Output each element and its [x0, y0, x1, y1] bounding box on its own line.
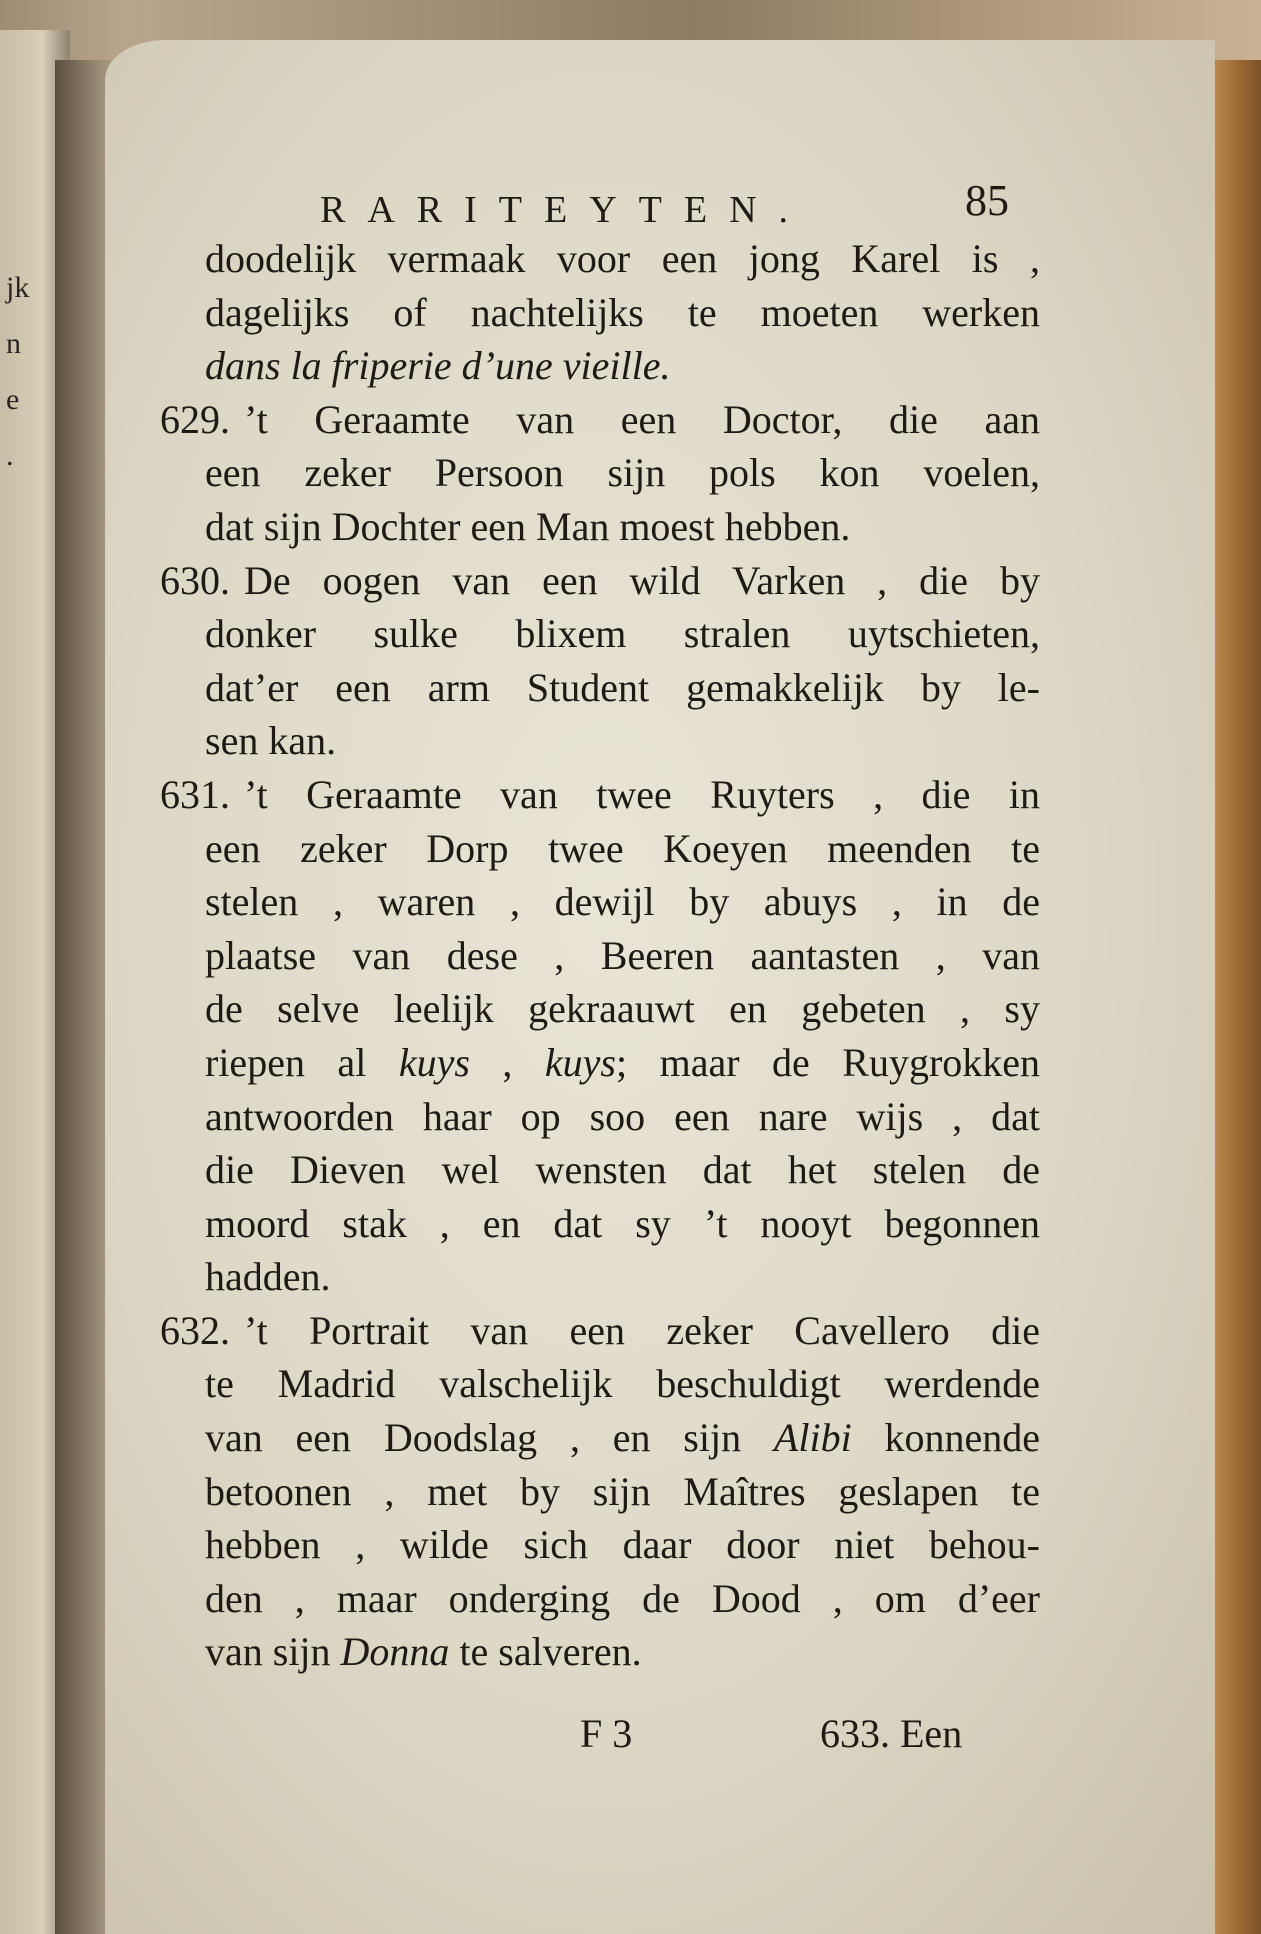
line-text: moord stak , en dat sy ’t nooyt begonnen: [205, 1200, 1040, 1246]
line-text: de selve leelijk gekraauwt en gebeten , sy: [205, 986, 1040, 1032]
text-line: [160, 1411, 1040, 1465]
line-text: donker sulke blixem stralen uytschieten,: [205, 611, 1040, 657]
text-line: [160, 1250, 1040, 1304]
line-text: hadden.: [205, 1254, 331, 1300]
line-text-italic: Alibi: [773, 1415, 852, 1461]
line-text: dat’er een arm Student gemakkelijk by le-: [205, 664, 1040, 710]
text-line: [160, 1036, 1040, 1090]
text-line: [160, 982, 1040, 1036]
line-text: riepen al: [205, 1039, 367, 1085]
line-text: die Dieven wel wensten dat het stelen de: [205, 1147, 1040, 1193]
entry-number: 631.: [160, 771, 230, 817]
text-line: [160, 1572, 1040, 1626]
line-text: De oogen van een wild Varken , die by: [244, 557, 1040, 603]
line-text: van sijn: [205, 1629, 331, 1675]
entry-629-first-line: [160, 393, 1040, 447]
text-line: [160, 339, 1040, 393]
text-line: [160, 232, 1040, 286]
line-text: stelen , waren , dewijl by abuys , in de: [205, 879, 1040, 925]
text-line: [160, 1357, 1040, 1411]
line-text: dat sijn Dochter een Man moest hebben.: [205, 503, 851, 549]
line-text-italic: kuys: [398, 1039, 470, 1085]
line-text: te Madrid valschelijk beschuldigt werdende: [205, 1361, 1040, 1407]
line-text: ’t Geraamte van een Doctor, die aan: [244, 396, 1040, 442]
line-text: ,: [502, 1039, 513, 1085]
left-edge-fragment: .: [6, 439, 14, 472]
line-text: betoonen , met by sijn Maîtres geslapen te: [205, 1468, 1040, 1514]
text-line: [160, 1465, 1040, 1519]
signature-mark: F 3: [580, 1711, 633, 1756]
page-edges: [1215, 60, 1261, 1934]
line-text: dagelijks of nachtelijks te moeten werken: [205, 289, 1040, 335]
text-line: [160, 1518, 1040, 1572]
line-text: te salveren.: [459, 1629, 642, 1675]
text-line: [160, 661, 1040, 715]
text-line: [160, 875, 1040, 929]
line-text: antwoorden haar op soo een nare wijs , dat: [205, 1093, 1040, 1139]
line-text: konnende: [884, 1415, 1040, 1461]
left-page-edge-text: [6, 260, 29, 484]
entry-631-first-line: [160, 768, 1040, 822]
text-line: [160, 714, 1040, 768]
running-head: [160, 170, 1040, 232]
catchword: 633. Een: [820, 1711, 963, 1756]
line-text: van een Doodslag , en sijn: [205, 1415, 742, 1461]
text-line: [160, 1625, 1040, 1679]
line-text-italic: kuys: [544, 1039, 616, 1085]
line-text: plaatse van dese , Beeren aantasten , van: [205, 932, 1040, 978]
line-text: hebben , wilde sich daar door niet behou-: [205, 1522, 1040, 1568]
entry-632-first-line: [160, 1304, 1040, 1358]
line-text: doodelijk vermaak voor een jong Karel is ,: [205, 236, 1040, 281]
page-text: [160, 170, 1040, 1679]
text-line: [160, 1197, 1040, 1251]
text-line: [160, 446, 1040, 500]
line-text: sen kan.: [205, 718, 337, 764]
text-line: [160, 607, 1040, 661]
line-text: ’t Geraamte van twee Ruyters , die in: [244, 771, 1040, 817]
text-line: [160, 1143, 1040, 1197]
line-text: een zeker Dorp twee Koeyen meenden te: [205, 825, 1040, 871]
page-footer: [160, 1710, 1040, 1770]
entry-number: 630.: [160, 557, 230, 603]
line-text-italic: Donna: [340, 1629, 450, 1675]
text-line: [160, 286, 1040, 340]
entry-630-first-line: [160, 554, 1040, 608]
left-edge-fragment: n: [6, 327, 21, 360]
entry-number: 632.: [160, 1307, 230, 1353]
line-text: een zeker Persoon sijn pols kon voelen,: [205, 450, 1040, 496]
entry-number: 629.: [160, 396, 230, 442]
running-title: RARITEYTEN.: [320, 189, 811, 231]
text-line: [160, 929, 1040, 983]
text-line: [160, 822, 1040, 876]
text-line: [160, 1090, 1040, 1144]
line-text: ’t Portrait van een zeker Cavellero die: [244, 1307, 1040, 1353]
line-text: ; maar de Ruygrokken: [615, 1039, 1040, 1085]
text-line: [160, 500, 1040, 554]
line-text-italic: dans la friperie d’une vieille.: [205, 343, 671, 389]
page-number: 85: [965, 176, 1009, 225]
line-text: den , maar onderging de Dood , om d’eer: [205, 1575, 1040, 1621]
left-edge-fragment: jk: [6, 271, 30, 304]
left-edge-fragment: e: [6, 383, 20, 416]
